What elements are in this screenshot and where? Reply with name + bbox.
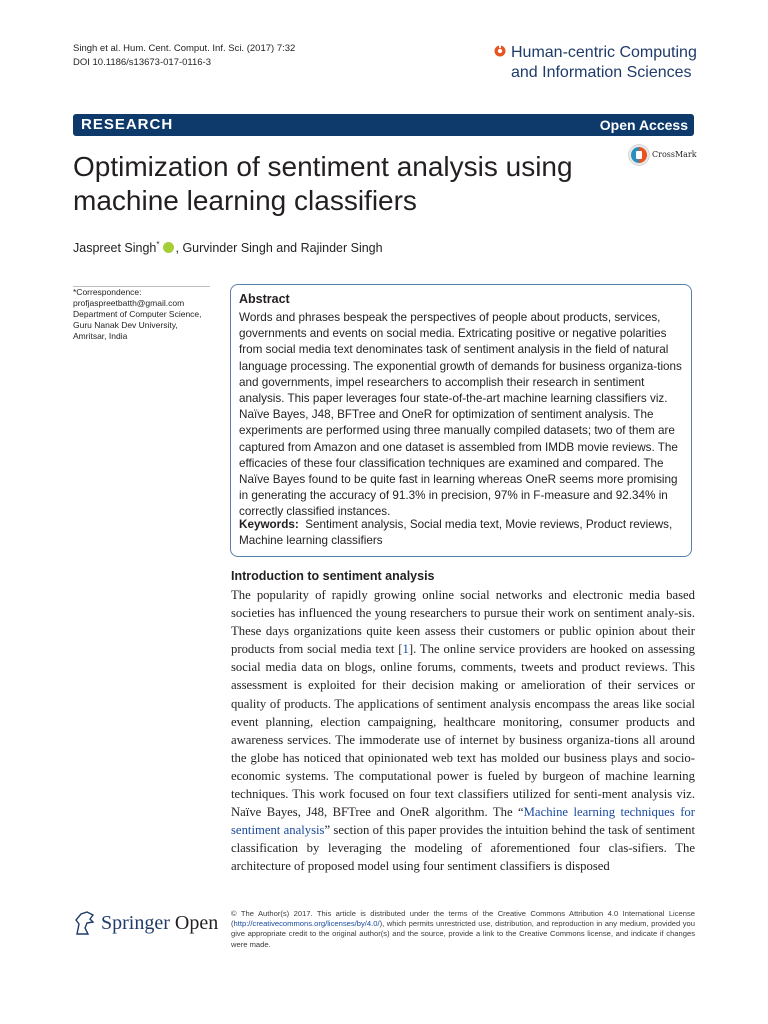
license-part-b: ), which permits unrestricted use, distribution, and reproduction in any medium, provided you give appropriate credit to the original author(s) and the source, provide a link to the Creative Commons license, and indicate if changes were made.: [231, 919, 695, 949]
author-rest: , Gurvinder Singh and Rajinder Singh: [175, 241, 383, 256]
license-part-a: © The Author(s) 2017. This article is distributed under the terms of the Creative Commons Attribution 4.0 International License (: [231, 909, 695, 929]
keywords-label: Keywords:: [239, 518, 299, 531]
doi-line: DOI 10.1186/s13673-017-0116-3: [73, 57, 212, 68]
journal-logo-icon: [494, 45, 506, 57]
springer-open-logo: [73, 910, 219, 941]
open-word: Open: [174, 912, 219, 934]
article-type-label: RESEARCH: [81, 116, 174, 133]
journal-name: [511, 43, 711, 83]
abstract-text: Words and phrases bespeak the perspectives of people about products, services, governments and events on social media. Extricating positive or negative polarities from social media text denominates task of sentiment analysis in the field of natural language processing. The exponential growth of demands for business organiza-tions and governments, impel researchers to accomplish their research in sentiment analysis. This paper leverages four state-of-the-art machine learning classifiers viz. Naïve Bayes, J48, BFTree and OneR for optimization of sentiment analysis. The experiments are performed using three manually compiled datasets; two of them are captured from Amazon and one dataset is assembled from IMDB movie reviews. The efficacies of these four classification techniques are examined and compared. The Naïve Bayes found to be quite fast in learning whereas OneR seems more promising in generating the accuracy of 91.3% in precision, 97% in F-measure and 92.34% in correctly classified instances.: [239, 311, 682, 519]
body-text-1: The popularity of rapidly growing online social networks and electronic media based societies has influenced the young researchers to pursue their work on sentiment analy-sis. These days organizations quite keen assess their customers or public opinion about their products from social media text [: [231, 588, 695, 657]
correspondence-label: *Correspondence:: [73, 287, 142, 297]
springer-horse-icon: [73, 910, 97, 936]
crossmark-icon: [628, 144, 650, 166]
journal-name-line1: Human-centric Computing: [511, 44, 697, 61]
correspondence-email[interactable]: profjaspreetbatth@gmail.com: [73, 298, 185, 308]
citation-line: Singh et al. Hum. Cent. Comput. Inf. Sci. (2017) 7:32: [73, 43, 296, 54]
body-text-3: ” section of this paper provides the intuition behind the task of sentiment classification by leveraging the modeling of aforementioned four clas-sifiers. The architecture of proposed model using four sentiment classifiers is disposed: [231, 823, 695, 874]
keywords: [239, 517, 685, 549]
corresponding-mark: *: [156, 240, 160, 249]
section-link[interactable]: Machine learning techniques for sentiment analysis: [231, 805, 695, 838]
springer-word: Springer: [101, 912, 170, 934]
license-link[interactable]: http://creativecommons.org/licenses/by/4.0/: [233, 919, 380, 929]
section-heading: Introduction to sentiment analysis: [231, 569, 435, 583]
keywords-list: Sentiment analysis, Social media text, Movie reviews, Product reviews, Machine learning classifiers: [239, 518, 673, 548]
author-first: Jaspreet Singh: [73, 241, 157, 256]
correspondence-note: [73, 287, 208, 342]
citation-link[interactable]: 1: [402, 642, 409, 657]
abstract-heading: Abstract: [239, 292, 290, 306]
section-body: [231, 586, 695, 876]
body-text-2: ]. The online service providers are hooked on assessing social media data on blogs, online forums, comments, tweets and product reviews. This assessment is exploited for their decision making or amelioration of their services or quality of products. The applications of sentiment analysis encompass the areas like social event planning, election campaigning, healthcare monitoring, consumer products and awareness services. The immoderate use of internet by business organiza-tions all around the globe has noticed that opinionated web text has molded our business plays and socio-economic systems. The computational power is fueled by burgeon of machine learning techniques. This work focused on four text classifiers utilized for senti-ment analysis viz. Naïve Bayes, J48, BFTree and OneR algorithm. The “: [231, 642, 695, 820]
author-list: [73, 240, 383, 255]
crossmark-label: CrossMark: [652, 150, 697, 159]
license-text: [231, 909, 695, 950]
crossmark-badge[interactable]: [628, 144, 697, 171]
affiliation: Department of Computer Science, Guru Nanak Dev University, Amritsar, India: [73, 309, 202, 341]
abstract-box: [230, 284, 692, 557]
open-access-label: Open Access: [599, 117, 688, 133]
journal-name-line2: and Information Sciences: [511, 64, 692, 81]
article-type-band: [73, 114, 694, 136]
article-title: Optimization of sentiment analysis using machine learning classifiers: [73, 151, 573, 216]
orcid-icon[interactable]: [163, 242, 174, 253]
citation-block: [73, 42, 295, 70]
